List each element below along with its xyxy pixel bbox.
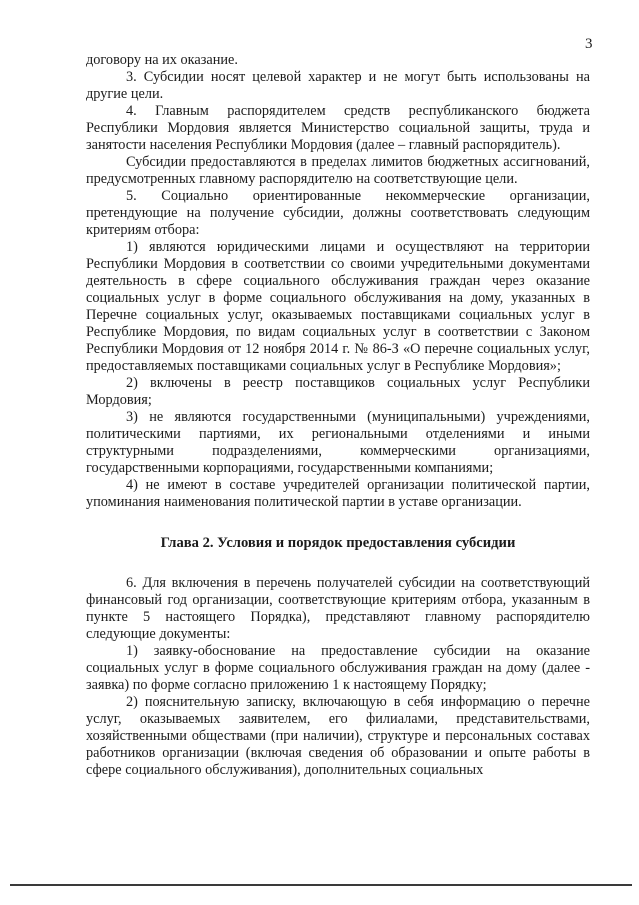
paragraph-criterion-1: 1) являются юридическими лицами и осуществляют на территории Республики Мордовия в соответствии со своими учредительными документами деятельность в сфере социального обслуживания граждан через оказание социальных услуг в форме социального обслуживания на дому, указанных в Перечне социальных услуг, оказываемых поставщиками социальных услуг в Республике Мордовия, по видам социальных услуг в соответствии с Законом Республики Мордовия от 12 ноября 2014 г. № 86-З «О перечне социальных услуг, предоставляемых поставщиками социальных услуг в Республике Мордовия»; [86, 239, 590, 374]
paragraph-continuation: договору на их оказание. [86, 52, 238, 68]
paragraph-item-3: 3. Субсидии носят целевой характер и не могут быть использованы на другие цели. [86, 69, 590, 102]
scan-bottom-border [10, 884, 632, 886]
paragraph-criterion-4: 4) не имеют в составе учредителей организации политической партии, упоминания наименования политической партии в уставе организации. [86, 477, 590, 510]
paragraph-subsidy-limits: Субсидии предоставляются в пределах лимитов бюджетных ассигнований, предусмотренных главному распорядителю на соответствующие цели. [86, 154, 590, 187]
paragraph-document-1: 1) заявку-обоснование на предоставление субсидии на оказание социальных услуг в форме социального обслуживания граждан на дому (далее - заявка) по форме согласно приложению 1 к настоящему Порядку; [86, 643, 590, 693]
chapter-heading: Глава 2. Условия и порядок предоставления субсидии [160, 535, 516, 551]
paragraph-item-6: 6. Для включения в перечень получателей субсидии на соответствующий финансовый год организации, соответствующие критериям отбора, указанным в пункте 5 настоящего Порядка), представляют главному распорядителю следующие документы: [86, 575, 590, 642]
document-body [86, 52, 590, 779]
paragraph-document-2: 2) пояснительную записку, включающую в себя информацию о перечне услуг, оказываемых заявителем, его филиалами, представительствами, хозяйственными обществами (при наличии), структуре и персональных составах работников организации (включая сведения об образовании и опыте работы в сфере социального обслуживания), дополнительных социальных [86, 694, 590, 778]
paragraph-criterion-2: 2) включены в реестр поставщиков социальных услуг Республики Мордовия; [86, 375, 590, 408]
page-number: 3 [585, 36, 593, 52]
paragraph-item-4: 4. Главным распорядителем средств республиканского бюджета Республики Мордовия является Министерство социальной защиты, труда и занятости населения Республики Мордовия (далее – главный распорядитель). [86, 103, 590, 153]
paragraph-item-5: 5. Социально ориентированные некоммерческие организации, претендующие на получение субсидии, должны соответствовать следующим критериям отбора: [86, 188, 590, 238]
paragraph-criterion-3: 3) не являются государственными (муниципальными) учреждениями, политическими партиями, их региональными отделениями и иными структурными подразделениями, коммерческими организациями, государственными корпорациями, государственными компаниями; [86, 409, 590, 476]
